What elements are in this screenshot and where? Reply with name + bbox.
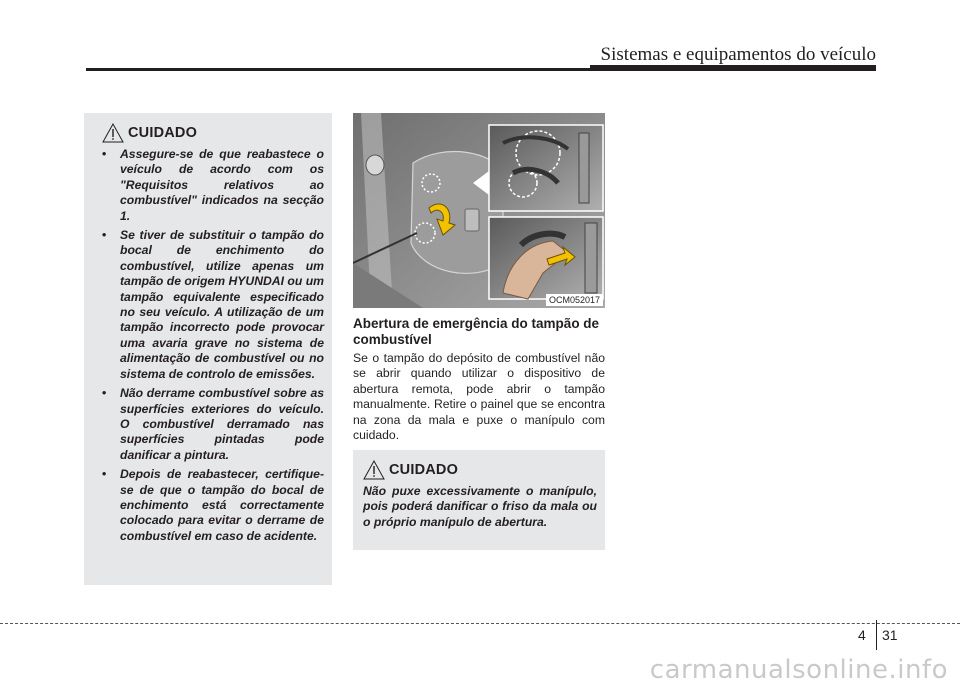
header-rule-accent (590, 65, 876, 71)
caution-box-handle (353, 450, 605, 550)
figure-code: OCM052017 (546, 294, 603, 306)
fuel-door-emergency-figure (353, 113, 605, 308)
caution-text: Não puxe excessivamente o manípulo, pois poderá danificar o friso da mala ou o próprio manípulo de abertura. (363, 484, 597, 529)
warning-triangle-icon (363, 460, 385, 480)
caution-header (102, 123, 324, 143)
page-header-title: Sistemas e equipamentos do veículo (600, 44, 876, 65)
section-heading: Abertura de emergência do tampão de combustível (353, 316, 600, 347)
warning-triangle-icon (102, 123, 124, 143)
caution-header (363, 460, 597, 480)
chapter-number: 4 (858, 627, 866, 643)
trunk-illustration (353, 113, 605, 308)
caution-item: • Depois de reabastecer, certifique-se de que o tampão do bocal de enchimento está correctamente colocado para evitar o derrame de combustível em caso de acidente. (102, 467, 324, 544)
caution-item: • Não derrame combustível sobre as superfícies exteriores do veículo. O combustível derramado nas superfícies pintadas pode danificar a pintura. (102, 386, 324, 463)
caution-title: CUIDADO (389, 462, 459, 478)
page-number: 31 (882, 627, 898, 643)
caution-box-refueling (84, 113, 332, 585)
caution-item: • Se tiver de substituir o tampão do bocal de enchimento do combustível, utilize apenas um tampão de origem HYUNDAI ou um tampão equivalente especificado no seu veículo. A utilização de um tampão incorrecto pode provocar uma avaria grave no sistema de alimentação de combustível ou no sistema de controlo de emissões. (102, 228, 324, 382)
footer-divider (876, 620, 877, 650)
section-body: Se o tampão do depósito de combustível não se abrir quando utilizar o dispositivo de abertura remota, pode abrir o tampão manualmente. Retire o painel que se encontra na zona da mala e puxe o manípulo com cuidado. (353, 351, 605, 443)
footer-rule (0, 623, 960, 624)
caution-title: CUIDADO (128, 125, 198, 141)
watermark: carmanualsonline.info (649, 655, 948, 685)
caution-list (102, 147, 324, 544)
caution-item: • Assegure-se de que reabastece o veículo de acordo com os "Requisitos relativos ao combustível" indicados na secção 1. (102, 147, 324, 224)
